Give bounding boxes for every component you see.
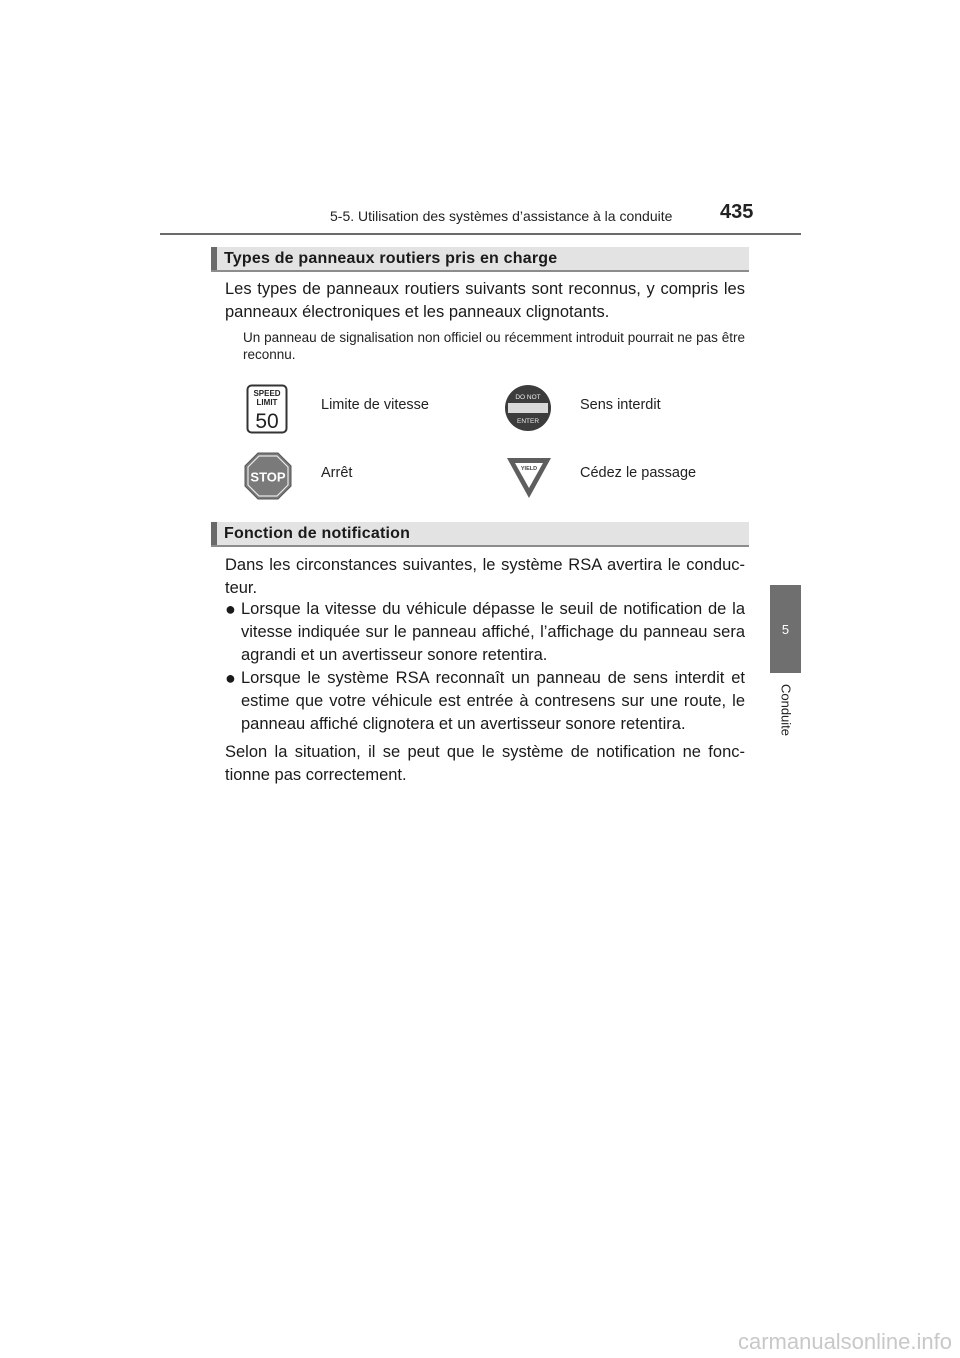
chapter-tab xyxy=(770,585,801,673)
closing-paragraph: Selon la situation, il se peut que le système de notification ne fonc-tionne pas correctement. xyxy=(225,743,745,784)
bullet-icon: ● xyxy=(225,599,236,619)
svg-text:ENTER: ENTER xyxy=(516,418,540,425)
section-title: Fonction de notification xyxy=(224,525,411,542)
chapter-number: 5 xyxy=(781,621,790,637)
intro-paragraph: Les types de panneaux routiers suivants sont reconnus, y compris les panneaux électroniques et les panneaux clignotants. xyxy=(225,280,745,321)
list-item-text: Lorsque la vitesse du véhicule dépasse le seuil de notification de la vitesse indiquée sur le panneau affiché, l’affichage du panneau sera agrandi et un avertisseur sonore retentira. xyxy=(241,600,745,664)
section-heading-notification xyxy=(211,522,749,547)
page-number: 435 xyxy=(720,201,754,223)
svg-text:LIMIT: LIMIT xyxy=(256,398,278,407)
notification-intro: Dans les circonstances suivantes, le système RSA avertira le conduc-teur. xyxy=(225,556,745,597)
list-item xyxy=(225,598,745,667)
chapter-label: Conduite xyxy=(778,683,794,737)
header-divider xyxy=(160,233,801,235)
running-header: 5-5. Utilisation des systèmes d’assistance à la conduite xyxy=(330,208,673,224)
svg-text:YIELD: YIELD xyxy=(520,466,538,472)
svg-text:SPEED: SPEED xyxy=(253,389,281,398)
list-item xyxy=(225,667,745,736)
svg-text:DO NOT: DO NOT xyxy=(515,394,541,401)
list-item-text: Lorsque le système RSA reconnaît un panneau de sens interdit et estime que votre véhicule est entrée à contresens sur une route, le panneau affiché clignotera et un avertisseur sonore retentira. xyxy=(241,669,745,733)
section-title: Types de panneaux routiers pris en charge xyxy=(224,250,558,267)
section-heading-supported-signs xyxy=(211,247,749,272)
do-not-enter-sign-icon xyxy=(504,384,552,437)
bullet-icon: ● xyxy=(225,668,236,688)
stop-sign-icon xyxy=(244,452,292,505)
sign-label-speed-limit: Limite de vitesse xyxy=(321,397,429,413)
svg-text:STOP: STOP xyxy=(250,469,286,485)
note-paragraph: Un panneau de signalisation non officiel ou récemment introduit pourrait ne pas être reconnu. xyxy=(243,330,745,362)
sign-label-stop: Arrêt xyxy=(321,465,353,481)
sign-label-do-not-enter: Sens interdit xyxy=(580,397,661,413)
speed-limit-sign-icon xyxy=(246,384,288,439)
svg-text:50: 50 xyxy=(255,410,279,433)
sign-label-yield: Cédez le passage xyxy=(580,465,697,481)
watermark: carmanualsonline.info xyxy=(737,1329,952,1354)
yield-sign-icon xyxy=(506,457,552,504)
